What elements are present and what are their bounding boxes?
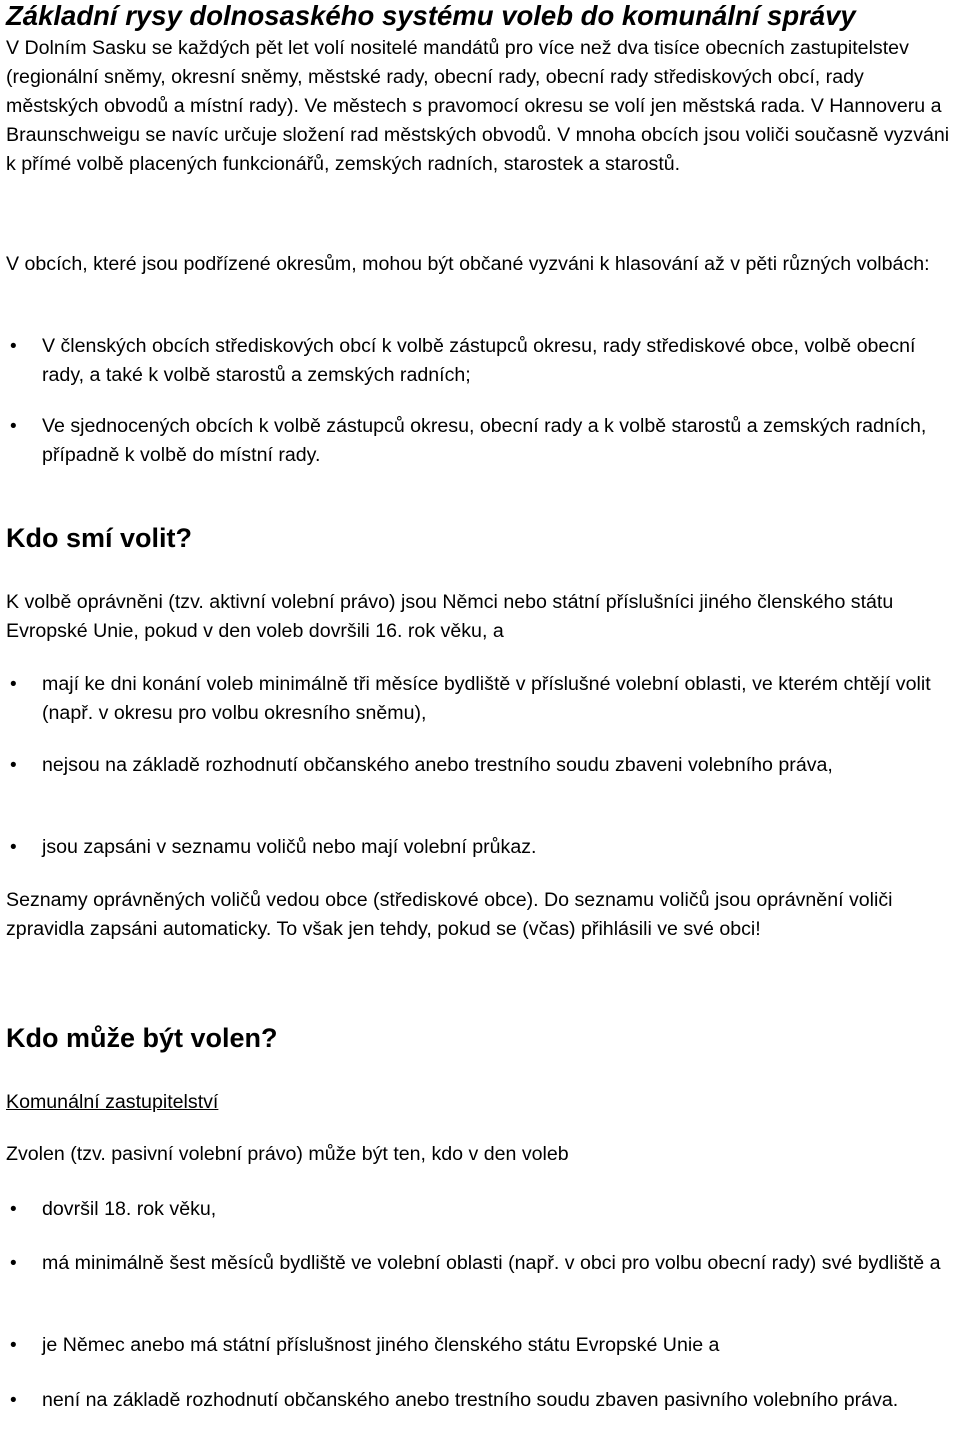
intro-paragraph-2: V obcích, které jsou podřízené okresům, mohou být občané vyzváni k hlasování až v pěti různých volbách:: [6, 253, 930, 275]
bullet-icon: •: [10, 336, 17, 357]
bullet-icon: •: [10, 674, 17, 695]
bullet-icon: •: [10, 837, 17, 858]
bullet-icon: •: [10, 1335, 17, 1356]
list-item: mají ke dni konání voleb minimálně tři měsíce bydliště v příslušné volební oblasti, ve kterém chtějí volit (např. v okresu pro volbu okresního sněmu),: [42, 673, 931, 724]
list-item: V členských obcích střediskových obcí k volbě zástupců okresu, rady střediskové obce, volbě obecní rady, a také k volbě starostů a zemských radních;: [42, 335, 916, 386]
bullet-icon: •: [10, 1390, 17, 1411]
bullet-icon: •: [10, 416, 17, 437]
vote-closing-paragraph: Seznamy oprávněných voličů vedou obce (střediskové obce). Do seznamu voličů jsou oprávnění voliči zpravidla zapsáni automaticky. To však jen tehdy, pokud se (včas) přihlásili ve své obci!: [6, 889, 893, 940]
list-item: nejsou na základě rozhodnutí občanského anebo trestního soudu zbaveni volebního práva,: [42, 754, 833, 776]
list-item: Ve sjednocených obcích k volbě zástupců okresu, obecní rady a k volbě starostů a zemských radních, případně k volbě do místní rady.: [42, 415, 927, 466]
page-title: Základní rysy dolnosaského systému voleb do komunální správy: [6, 0, 856, 31]
vote-paragraph: K volbě oprávněni (tzv. aktivní volební právo) jsou Němci nebo státní příslušníci jiného členského státu Evropské Unie, pokud v den voleb dovršili 16. rok věku, a: [6, 591, 894, 642]
list-item: není na základě rozhodnutí občanského anebo trestního soudu zbaven pasivního volebního práva.: [42, 1389, 899, 1411]
bullet-icon: •: [10, 1253, 17, 1274]
subheading-municipal-councils: Komunální zastupitelství: [6, 1091, 219, 1113]
list-item: jsou zapsáni v seznamu voličů nebo mají volební průkaz.: [42, 836, 537, 858]
section-heading-elected: Kdo může být volen?: [6, 1023, 278, 1053]
section-heading-vote: Kdo smí volit?: [6, 523, 193, 553]
intro-paragraph-1: V Dolním Sasku se každých pět let volí nositelé mandátů pro více než dva tisíce obecních zastupitelstev (regionální sněmy, okresní sněmy, městské rady, obecní rady, obecní rady střediskových obcí, rady městských obvodů a místní rady). Ve městech s pravomocí okresu se volí jen městská rada. V Hannoveru a Braunschweigu se navíc určuje složení rad městských obvodů. V mnoha obcích jsou voliči současně vyzváni k přímé volbě placených funkcionářů, zemských radních, starostek a starostů.: [6, 37, 950, 175]
list-item: dovršil 18. rok věku,: [42, 1198, 217, 1220]
list-item: je Němec anebo má státní příslušnost jiného členského státu Evropské Unie a: [42, 1334, 720, 1356]
bullet-icon: •: [10, 755, 17, 776]
elected-paragraph: Zvolen (tzv. pasivní volební právo) může být ten, kdo v den voleb: [6, 1143, 569, 1165]
list-item: má minimálně šest měsíců bydliště ve volební oblasti (např. v obci pro volbu obecní rady) své bydliště a: [42, 1252, 941, 1274]
bullet-icon: •: [10, 1199, 17, 1220]
